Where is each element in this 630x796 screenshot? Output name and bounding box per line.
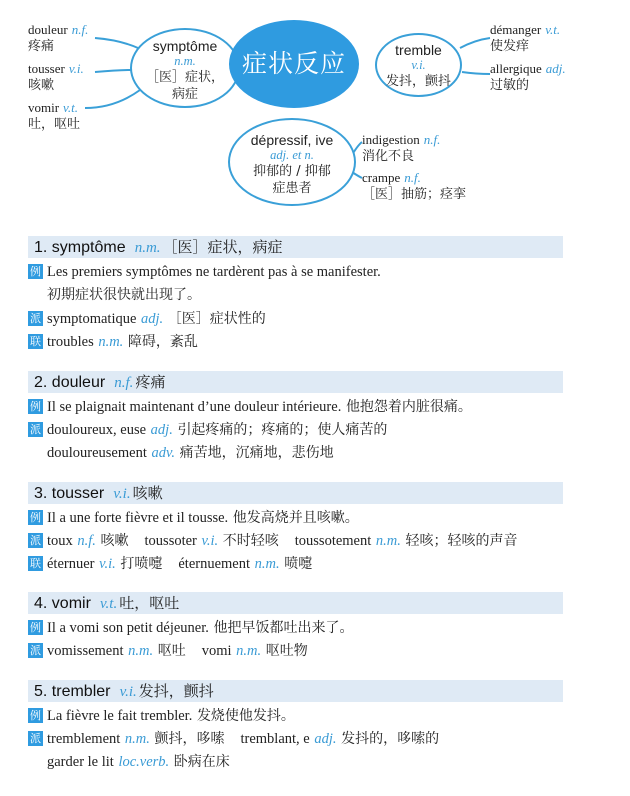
example-translation: 初期症状很快就出现了。 (47, 287, 201, 303)
example-line: 例 Les premiers symptômes ne tardèrent pas à se manifester. (30, 264, 381, 280)
mm-word-tousser: tousser v.i. 咳嗽 (28, 61, 84, 93)
example-line: 例 Il se plaignait maintenant d’une douleur intérieure. 他抱怨着内脏很痛。 (30, 399, 472, 415)
related-tag-icon: 联 (30, 335, 41, 348)
bubble-depressif: dépressif, ive adj. et n. 抑郁的 / 抑郁 症患者 (228, 118, 356, 206)
mm-word-indigestion: indigestion n.f. 消化不良 (362, 132, 441, 164)
bubble-symptome: symptôme n.m. ［医］症状， 病症 (130, 28, 240, 108)
derived-tag-icon: 派 (30, 312, 41, 325)
derived-line-cont: garder le lit loc.verb. 卧病在床 (47, 754, 230, 770)
derived-line: 派 douloureux, euse adj. 引起疼痛的；疼痛的；使人痛苦的 (30, 422, 388, 438)
derived-line: 派 vomissement n.m. 呕吐 vomi n.m. 呕吐物 (30, 643, 308, 659)
derived-tag-icon: 派 (30, 423, 41, 436)
related-line: 联 troubles n.m. 障碍，紊乱 (30, 334, 198, 350)
mm-word-crampe: crampe n.f. ［医］抽筋；痉挛 (362, 170, 467, 202)
derived-line: 派 symptomatique adj. ［医］症状性的 (30, 311, 266, 327)
derived-line: 派 toux n.f. 咳嗽 toussoter v.i. 不时轻咳 toussotement n.m. 轻咳；轻咳的声音 (30, 533, 518, 549)
center-topic: 症状反应 (229, 20, 359, 108)
example-line: 例 La fièvre le fait trembler. 发烧使他发抖。 (30, 708, 295, 724)
mm-word-allergique: allergique adj. 过敏的 (490, 61, 566, 93)
entry-header-tousser: 3. tousser v.i. 咳嗽 (28, 482, 563, 504)
mm-word-demanger: démanger v.t. 使发痒 (490, 22, 561, 54)
example-tag-icon: 例 (30, 621, 41, 634)
example-line: 例 Il a une forte fièvre et il tousse. 他发高烧并且咳嗽。 (30, 510, 359, 526)
derived-tag-icon: 派 (30, 732, 41, 745)
related-line: 联 éternuer v.i. 打喷嚏 éternuement n.m. 喷嚏 (30, 556, 313, 572)
mm-word-douleur: douleur n.f. 疼痛 (28, 22, 89, 54)
example-line: 例 Il a vomi son petit déjeuner. 他把早饭都吐出来了。 (30, 620, 354, 636)
derived-line-cont: douloureusement adv. 痛苦地，沉痛地，悲伤地 (47, 445, 334, 461)
entry-header-douleur: 2. douleur n.f. 疼痛 (28, 371, 563, 393)
derived-line: 派 tremblement n.m. 颤抖，哆嗦 tremblant, e adj. 发抖的，哆嗦的 (30, 731, 440, 747)
example-tag-icon: 例 (30, 265, 41, 278)
derived-tag-icon: 派 (30, 534, 41, 547)
mm-word-vomir: vomir v.t. 吐，呕吐 (28, 100, 81, 132)
entry-header-vomir: 4. vomir v.t. 吐，呕吐 (28, 592, 563, 614)
entry-header-symptome: 1. symptôme n.m. ［医］症状，病症 (28, 236, 563, 258)
derived-tag-icon: 派 (30, 644, 41, 657)
example-tag-icon: 例 (30, 511, 41, 524)
bubble-trembler: tremble v.i. 发抖，颤抖 (375, 33, 462, 97)
example-tag-icon: 例 (30, 709, 41, 722)
example-tag-icon: 例 (30, 400, 41, 413)
related-tag-icon: 联 (30, 557, 41, 570)
entry-header-trembler: 5. trembler v.i. 发抖，颤抖 (28, 680, 563, 702)
